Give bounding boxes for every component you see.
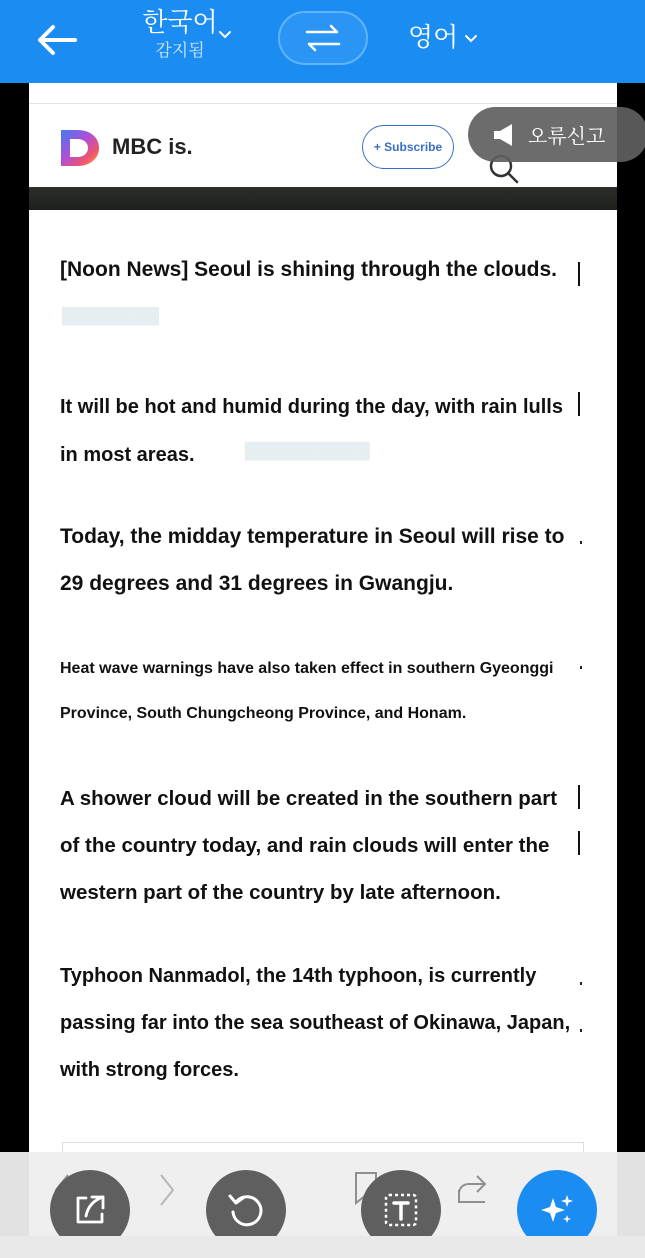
share-icon (72, 1192, 108, 1228)
page-share-icon (455, 1172, 491, 1208)
translated-paragraph: Today, the midday temperature in Seoul will rise to 29 degrees and 31 degrees in Gwangju. (60, 525, 565, 595)
letterbox-left (0, 83, 29, 1258)
channel-logo (61, 130, 99, 166)
text-caret (578, 831, 580, 855)
text-marker (580, 982, 582, 985)
browser-forward-icon (157, 1172, 177, 1208)
translated-paragraph: It will be hot and humid during the day, with rain lulls in most areas. (60, 396, 563, 466)
back-arrow-icon (35, 23, 79, 57)
text-marker (580, 1029, 582, 1032)
report-error-label: 오류신고 (528, 124, 606, 148)
background-original-text: ▇▇▇▇▇▇▇▇▇ (245, 440, 370, 461)
swap-languages-button[interactable] (278, 11, 368, 65)
text-mode-icon (381, 1190, 421, 1230)
megaphone-icon (492, 122, 518, 148)
reset-icon (226, 1190, 266, 1230)
source-language-selector[interactable] (120, 6, 240, 62)
chevron-down-icon (464, 34, 478, 44)
translated-paragraph: Heat wave warnings have also taken effect in southern Gyeonggi Province, South Chungcheong Province, and Honam. (60, 660, 554, 722)
detected-label: 감지됨 (155, 41, 205, 61)
sparkle-icon (537, 1190, 577, 1230)
text-caret (578, 785, 580, 809)
translate-header (0, 0, 645, 83)
video-thumbnail-strip (29, 187, 617, 210)
system-navigation-bar (0, 1236, 645, 1258)
target-language-label: 영어 (408, 23, 459, 53)
back-button[interactable] (30, 18, 84, 62)
text-marker (580, 666, 582, 669)
text-marker (580, 541, 582, 544)
channel-name: MBC is. (112, 134, 193, 159)
chevron-down-icon (218, 30, 232, 40)
text-caret (578, 262, 580, 286)
translated-paragraph: A shower cloud will be created in the southern part of the country today, and rain clouds will enter the western part of the country by late afternoon. (60, 787, 558, 904)
source-language-label: 한국어 (142, 8, 218, 38)
swap-languages-icon (303, 23, 343, 53)
background-original-text: ▇▇▇▇▇▇▇ (62, 305, 159, 326)
letterbox-right (617, 83, 645, 1258)
translated-paragraph: Typhoon Nanmadol, the 14th typhoon, is currently passing far into the sea southeast of Okinawa, Japan, with strong forces. (60, 965, 571, 1081)
report-error-button[interactable] (468, 107, 645, 162)
translated-paragraph: [Noon News] Seoul is shining through the clouds. (60, 258, 557, 281)
target-language-selector[interactable] (408, 20, 478, 56)
text-caret (578, 392, 580, 416)
subscribe-button[interactable]: + Subscribe (362, 125, 454, 169)
